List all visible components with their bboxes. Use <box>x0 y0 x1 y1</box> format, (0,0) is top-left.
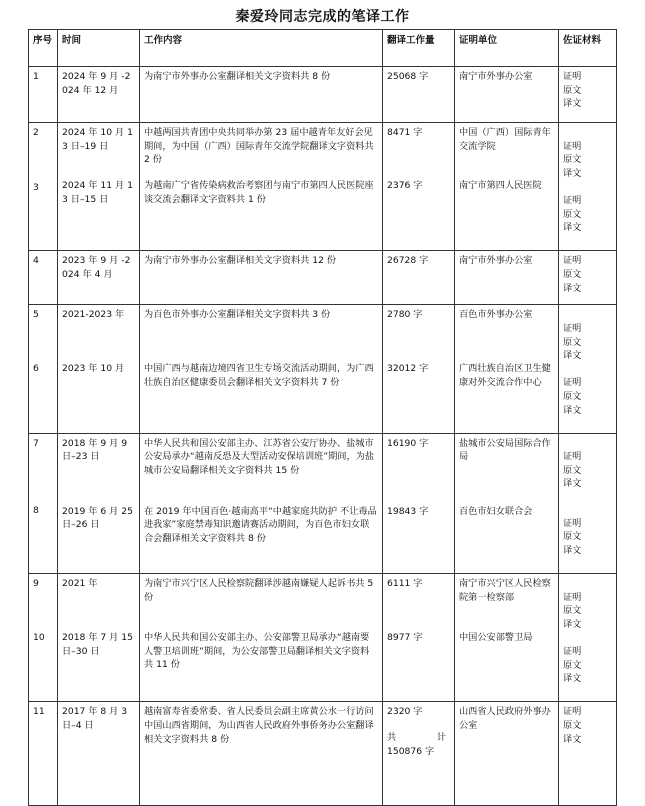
row-evidence: 证明 原文 译文 <box>563 706 582 745</box>
row-time: 2017 年 8 月 3 日–4 日 <box>62 706 128 731</box>
row-time: 2024 年 9 月 -2024 年 12 月 <box>62 71 131 96</box>
table-row <box>29 123 617 251</box>
row-index: 3 <box>33 181 39 193</box>
row-evidence: 证明 原文 译文 <box>563 646 582 685</box>
total-value: 150876 字 <box>387 745 435 757</box>
row-content: 越南富寿省委常委、省人民委员会副主席黄公水一行访问中国山西省期间，为山西省人民政府外事侨务办公室翻译相关文字资料共 8 份 <box>144 706 374 745</box>
row-evidence: 证明 原文 译文 <box>563 377 582 416</box>
row-index: 8 <box>33 505 39 517</box>
row-time: 2018 年 9 月 9 日–23 日 <box>62 437 128 463</box>
row-unit: 南宁市外事办公室 <box>459 255 533 267</box>
row-content: 中华人民共和国公安部主办、公安部警卫局承办“越南要人警卫培训班”期间，为公安部警卫局翻译相关文字资料共 11 份 <box>144 632 370 671</box>
row-content: 中国广西与越南边境四省卫生专场交流活动期间，为广西壮族自治区健康委员会翻译相关文字资料共 7 份 <box>144 363 374 388</box>
header-time: 时间 <box>58 30 140 67</box>
row-evidence: 证明 原文 译文 <box>563 71 582 110</box>
row-index: 7 <box>33 437 39 449</box>
row-index: 10 <box>33 631 45 643</box>
table-header-row <box>29 30 617 67</box>
row-index: 1 <box>33 71 39 82</box>
header-evidence: 佐证材料 <box>559 30 617 67</box>
document-title: 秦爱玲同志完成的笔译工作 <box>235 9 410 25</box>
row-volume: 16190 字 <box>387 437 429 449</box>
total-volume <box>387 731 450 758</box>
row-content: 为越南广宁省传染病救治考察团与南宁市第四人民医院座谈交流会翻译文字资料共 1 份 <box>144 180 374 205</box>
row-volume: 8977 字 <box>387 632 423 644</box>
row-unit: 南宁市外事办公室 <box>459 71 533 82</box>
total-label-a: 共 <box>387 731 397 743</box>
row-volume: 6111 字 <box>387 578 423 590</box>
row-time: 2018 年 7 月 15 日–30 日 <box>62 632 133 657</box>
row-index: 2 <box>33 127 39 138</box>
row-volume: 2376 字 <box>387 180 423 191</box>
header-content: 工作内容 <box>140 30 383 67</box>
row-volume: 32012 字 <box>387 363 429 375</box>
row-evidence: 证明 原文 译文 <box>563 591 582 630</box>
row-volume: 26728 字 <box>387 255 429 267</box>
table-row <box>29 433 617 573</box>
row-volume: 2780 字 <box>387 309 423 321</box>
row-index: 4 <box>33 255 39 267</box>
row-unit: 中国（广西）国际青年交流学院 <box>459 127 551 152</box>
row-unit: 百色市妇女联合会 <box>459 505 533 517</box>
row-index: 6 <box>33 362 39 374</box>
header-volume: 翻译工作量 <box>383 30 455 67</box>
table-row <box>29 702 617 806</box>
table-row <box>29 67 617 123</box>
row-unit: 中国公安部警卫局 <box>459 632 533 644</box>
table-row <box>29 305 617 433</box>
row-time: 2024 年 10 月 13 日–19 日 <box>62 127 133 152</box>
row-volume: 8471 字 <box>387 127 423 138</box>
row-unit: 南宁市第四人民医院 <box>459 180 542 191</box>
row-time: 2021-2023 年 <box>62 309 125 321</box>
row-volume: 2320 字 <box>387 706 423 718</box>
header-index: 序号 <box>29 30 58 67</box>
table-row <box>29 251 617 305</box>
row-unit: 百色市外事办公室 <box>459 309 533 321</box>
row-evidence: 证明 原文 译文 <box>563 255 582 294</box>
row-index: 9 <box>33 578 39 590</box>
row-evidence: 证明 原文 译文 <box>563 140 582 179</box>
row-evidence: 证明 原文 译文 <box>563 451 582 490</box>
header-unit: 证明单位 <box>455 30 559 67</box>
row-evidence: 证明 原文 译文 <box>563 322 582 362</box>
row-time: 2021 年 <box>62 578 98 590</box>
row-content: 中越两国共青团中央共同举办第 23 届中越青年友好会见期间，为中国（广西）国际青年交流学院翻译文字资料共 2 份 <box>144 127 374 166</box>
table-row <box>29 574 617 702</box>
row-content: 中华人民共和国公安部主办、江苏省公安厅协办、盐城市公安局承办“越南反恐及大型活动安保培训班”期间，为盐城市公安局翻译相关文字资料共 15 份 <box>144 437 375 476</box>
row-unit: 南宁市兴宁区人民检察院第一检察部 <box>459 578 551 603</box>
row-index: 11 <box>33 706 45 718</box>
total-label-b: 计 <box>436 731 446 743</box>
row-time: 2023 年 10 月 <box>62 363 125 375</box>
row-index: 5 <box>33 309 39 321</box>
row-content: 为南宁市兴宁区人民检察院翻译涉越南嫌疑人起诉书共 5 份 <box>144 578 374 603</box>
row-time: 2023 年 9 月 -2024 年 4 月 <box>62 255 131 280</box>
row-content: 为百色市外事办公室翻译相关文字资料共 3 份 <box>144 309 331 321</box>
row-volume: 25068 字 <box>387 71 429 82</box>
row-time: 2024 年 11 月 13 日–15 日 <box>62 180 133 205</box>
row-unit: 盐城市公安局国际合作局 <box>459 437 551 463</box>
row-unit: 广西壮族自治区卫生健康对外交流合作中心 <box>459 363 551 388</box>
row-time: 2019 年 6 月 25 日–26 日 <box>62 505 133 531</box>
row-content: 为南宁市外事办公室翻译相关文字资料共 12 份 <box>144 255 337 267</box>
translation-work-table <box>28 29 617 806</box>
row-evidence: 证明 原文 译文 <box>563 517 582 556</box>
row-unit: 山西省人民政府外事办公室 <box>459 706 551 731</box>
row-volume: 19843 字 <box>387 505 429 517</box>
row-content: 在 2019 年中国百色·越南高平“中越家庭共防护 不让毒品进我家”家庭禁毒知识邀请赛活动期间，为百色市妇女联合会翻译相关文字资料共 8 份 <box>144 505 377 544</box>
row-evidence: 证明 原文 译文 <box>563 194 582 234</box>
row-content: 为南宁市外事办公室翻译相关文字资料共 8 份 <box>144 71 331 82</box>
